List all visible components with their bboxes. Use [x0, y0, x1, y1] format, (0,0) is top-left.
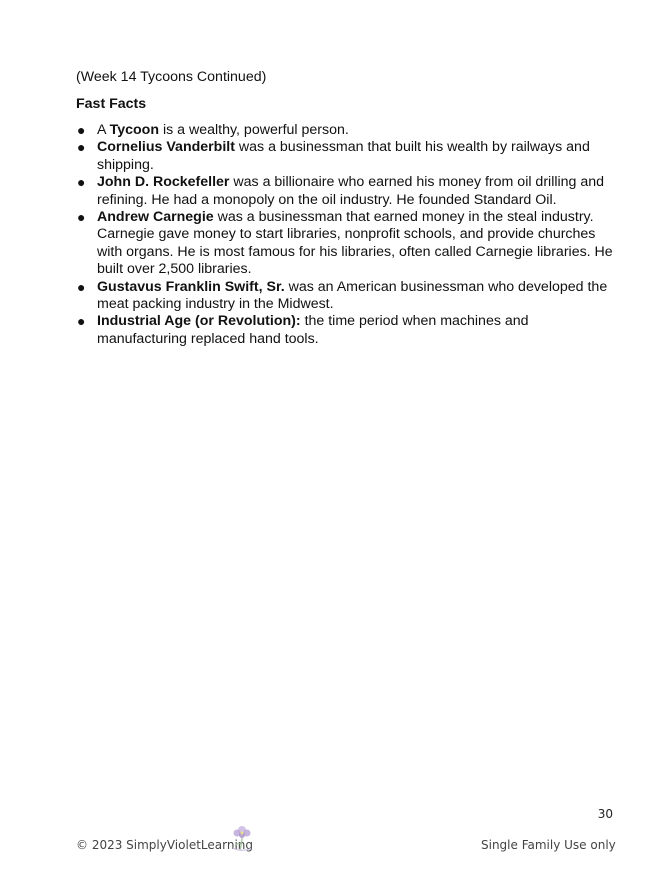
- section-title: Fast Facts: [76, 96, 147, 112]
- bullet-icon: ●: [77, 209, 86, 226]
- violet-flower-logo-icon: [229, 822, 255, 852]
- fact-text: was a businessman that built his wealth by railways and shipping.: [97, 139, 590, 173]
- fact-text: was an American businessman who developed the meat packing industry in the Midwest.: [97, 278, 608, 313]
- page-subtitle: (Week 14 Tycoons Continued): [76, 69, 267, 85]
- bullet-icon: ●: [77, 278, 86, 295]
- page-number: 30: [597, 807, 613, 821]
- fact-term: John D. Rockefeller: [97, 174, 230, 191]
- fact-term: Gustavus Franklin Swift, Sr.: [97, 278, 285, 295]
- list-item: [76, 139, 621, 174]
- fact-term: Industrial Age (or Revolution):: [97, 313, 301, 330]
- fact-term: Tycoon: [109, 122, 160, 138]
- bullet-icon: ●: [77, 174, 86, 191]
- list-item: [76, 279, 621, 314]
- fact-text: was a billionaire who earned his money from oil drilling and refining. He had a monopoly on the oil industry. He founded Standard Oil.: [97, 174, 605, 208]
- list-item: [76, 122, 621, 139]
- fact-text: was a businessman that earned money in the steal industry. Carnegie gave money to start libraries, nonprofit schools, and provide churches with organs. He is most famous for his libraries, often called Carnegie libraries. He built over 2,500 libraries.: [97, 209, 613, 278]
- list-item: [76, 174, 621, 209]
- fact-prefix: A: [97, 122, 110, 138]
- fact-text: the time period when machines and manufacturing replaced hand tools.: [97, 313, 529, 347]
- footer-copyright: © 2023 SimplyVioletLearning: [76, 838, 253, 852]
- fact-term: Andrew Carnegie: [97, 209, 214, 226]
- fact-text: is a wealthy, powerful person.: [159, 122, 349, 138]
- list-item: [76, 209, 621, 279]
- fact-term: Cornelius Vanderbilt: [97, 139, 235, 156]
- fast-facts-list: [76, 122, 621, 348]
- footer-usage-notice: Single Family Use only: [481, 838, 616, 852]
- bullet-icon: ●: [77, 313, 86, 330]
- list-item: [76, 313, 621, 348]
- bullet-icon: ●: [77, 139, 86, 156]
- bullet-icon: ●: [77, 122, 86, 138]
